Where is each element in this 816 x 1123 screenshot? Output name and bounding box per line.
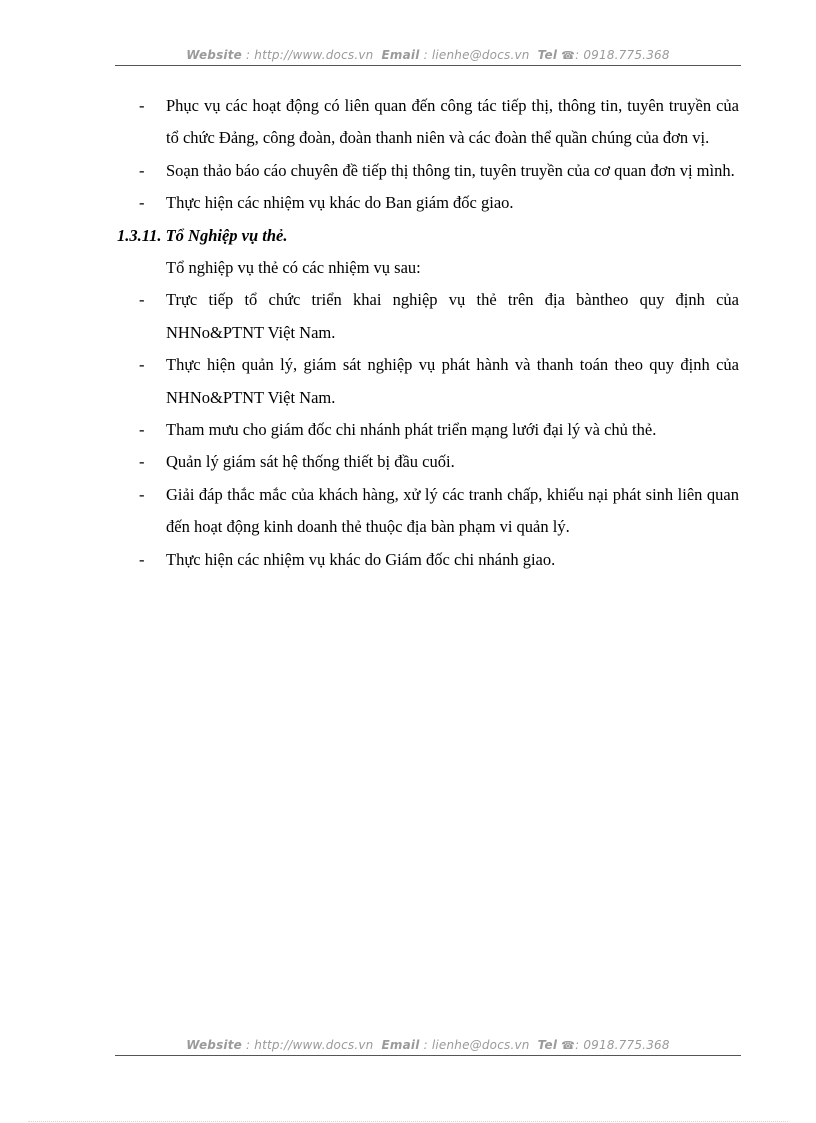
section-intro: Tổ nghiệp vụ thẻ có các nhiệm vụ sau: [166, 258, 421, 278]
phone-icon: ☎ [561, 49, 576, 62]
header-email-label: Email [381, 48, 420, 62]
list-dash: - [139, 549, 145, 569]
phone-icon: ☎ [561, 1039, 576, 1052]
list-item-text: Quản lý giám sát hệ thống thiết bị đầu cuối. [166, 452, 455, 472]
list-item-text: Giải đáp thắc mắc của khách hàng, xử lý các tranh chấp, khiếu nại phát sinh liên quan đến hoạt động kinh doanh thẻ thuộc địa bàn phạm vi quản lý. [166, 484, 739, 537]
document-body [0, 90, 816, 576]
list-item-text: Thực hiện các nhiệm vụ khác do Ban giám đốc giao. [166, 193, 514, 213]
header-tel-value: : 0918.775.368 [575, 48, 670, 62]
page-bottom-border [28, 1121, 788, 1122]
footer-tel-label: Tel [537, 1038, 558, 1052]
footer-website-value: : http://www.docs.vn [246, 1038, 374, 1052]
list-dash: - [139, 193, 145, 213]
list-item [0, 446, 739, 478]
list-dash: - [139, 290, 145, 310]
list-dash: - [139, 420, 145, 440]
list-dash: - [139, 96, 145, 115]
list-item [0, 187, 739, 219]
list-item-text: Trực tiếp tổ chức triển khai nghiệp vụ thẻ trên địa bàntheo quy định của NHNo&PTNT Việt Nam. [166, 290, 739, 342]
header-website-label: Website [186, 48, 243, 62]
list-item [0, 414, 739, 446]
footer-tel-value: : 0918.775.368 [575, 1038, 670, 1052]
footer-email-value: : lienhe@docs.vn [423, 1038, 530, 1052]
list-item-text: Phục vụ các hoạt động có liên quan đến công tác tiếp thị, thông tin, tuyên truyền của tổ chức Đảng, công đoàn, đoàn thanh niên và các đoàn thể quần chúng của đơn vị. [166, 96, 739, 148]
list-dash: - [139, 484, 145, 504]
list-item-text: Tham mưu cho giám đốc chi nhánh phát triển mạng lưới đại lý và chủ thẻ. [166, 420, 657, 440]
list-item [0, 90, 739, 155]
list-dash: - [139, 355, 145, 375]
list-dash: - [139, 452, 145, 472]
list-item-text: Thực hiện quản lý, giám sát nghiệp vụ phát hành và thanh toán theo quy định của NHNo&PTNT Việt Nam. [166, 355, 739, 407]
footer-email-label: Email [381, 1038, 420, 1052]
header-email-value: : lienhe@docs.vn [423, 48, 530, 62]
list-item [0, 479, 739, 544]
list-dash: - [139, 160, 145, 180]
page-footer [115, 1038, 741, 1052]
list-item-text: Soạn thảo báo cáo chuyên đề tiếp thị thông tin, tuyên truyền của cơ quan đơn vị mình. [166, 160, 735, 180]
header-website-value: : http://www.docs.vn [246, 48, 374, 62]
footer-rule [115, 1055, 741, 1056]
list-item [0, 155, 739, 187]
header-rule [115, 65, 741, 66]
list-item [0, 349, 739, 414]
header-tel-label: Tel [537, 48, 558, 62]
list-item-text: Thực hiện các nhiệm vụ khác do Giám đốc chi nhánh giao. [166, 549, 556, 569]
page-header [115, 48, 741, 62]
list-item [0, 544, 739, 576]
section-heading: 1.3.11. Tổ Nghiệp vụ thẻ. [117, 225, 288, 245]
list-item [0, 284, 739, 349]
footer-website-label: Website [186, 1038, 243, 1052]
